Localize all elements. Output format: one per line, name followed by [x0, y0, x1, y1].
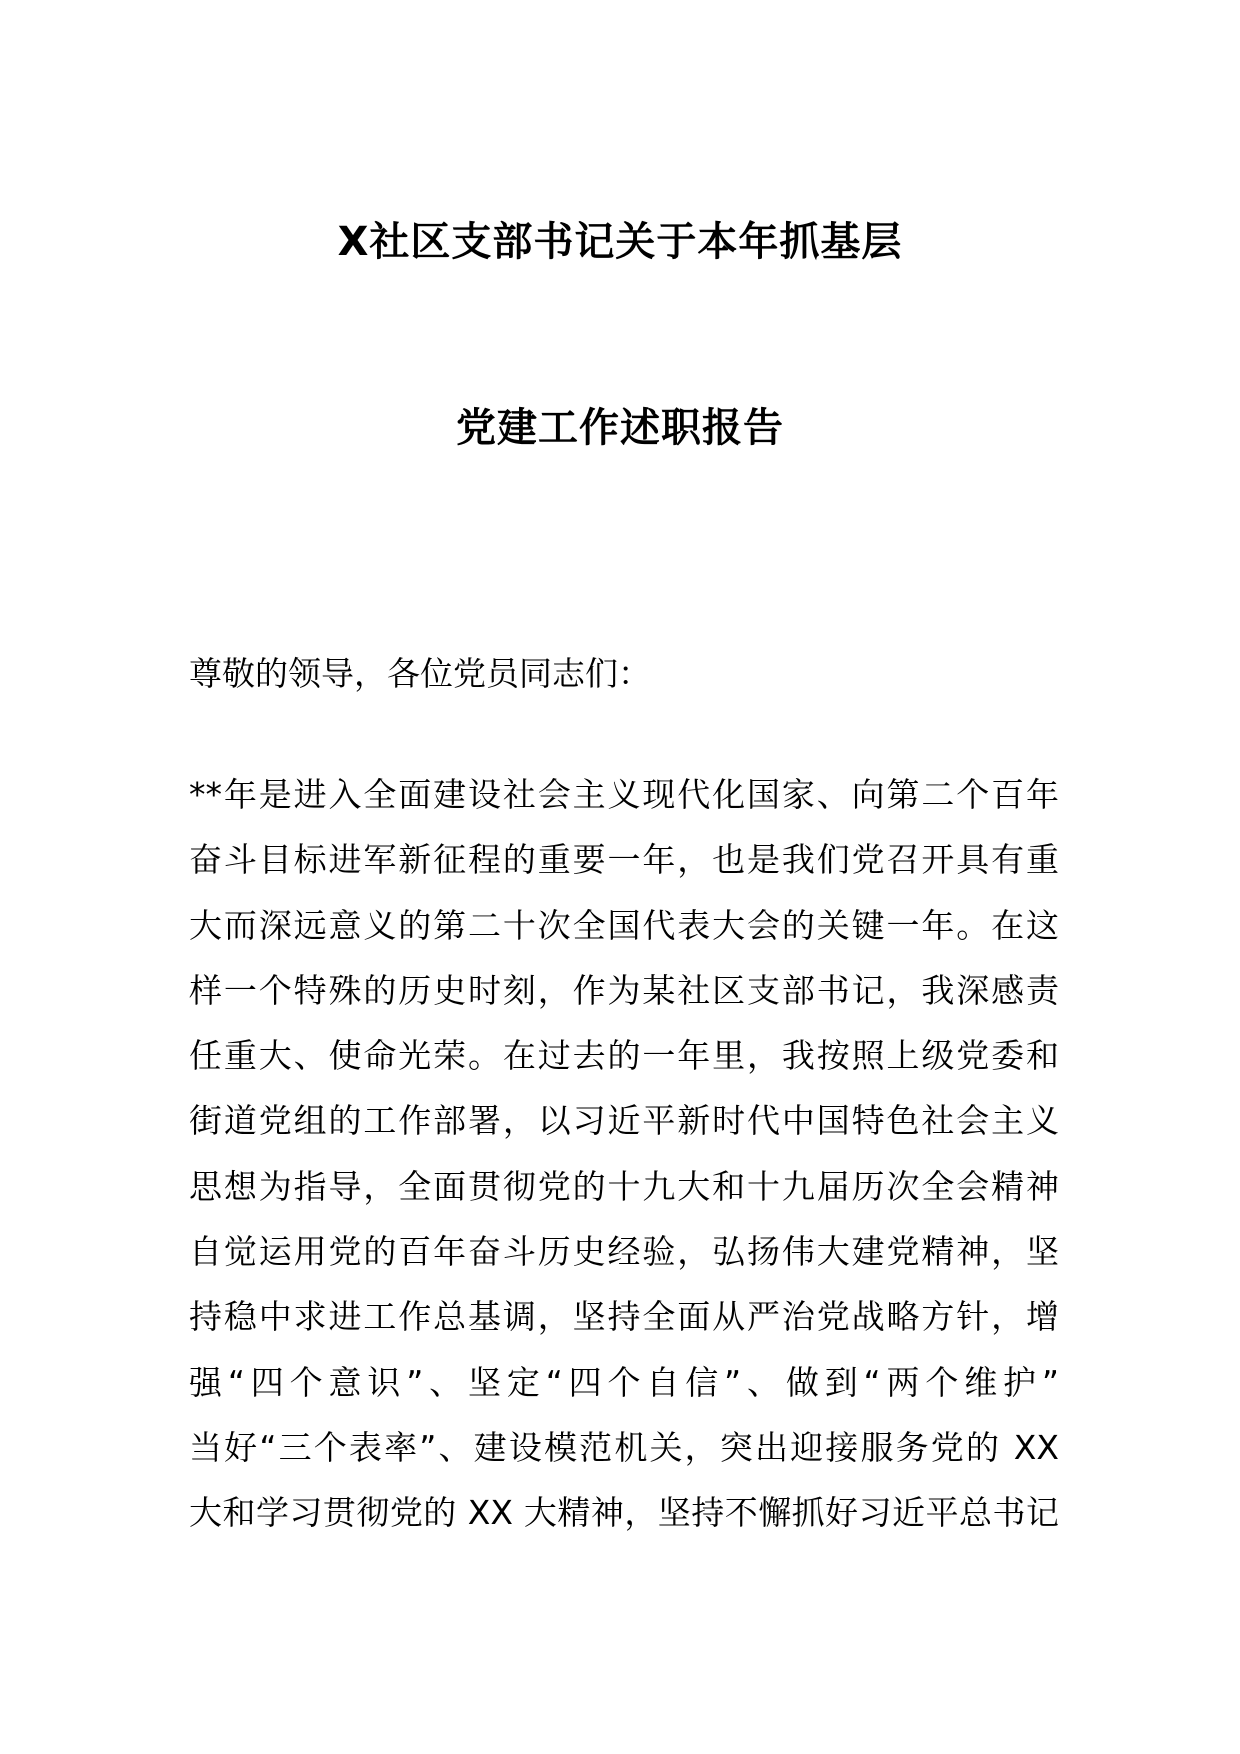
body-line: 思想为指导，全面贯彻党的十九大和十九届历次全会精神	[189, 1166, 1059, 1206]
body-line: 大而深远意义的第二十次全国代表大会的关键一年。在这	[189, 905, 1059, 945]
body-paragraph	[189, 772, 1059, 1556]
body-line: 大和学习贯彻党的 XX 大精神，坚持不懈抓好习近平总书记	[189, 1493, 1059, 1533]
body-line: 强“四个意识”、坚定“四个自信”、做到“两个维护”	[189, 1362, 1059, 1402]
document-title-line-1: X社区支部书记关于本年抓基层	[337, 219, 903, 265]
body-line: 持稳中求进工作总基调，坚持全面从严治党战略方针，增	[189, 1297, 1059, 1337]
body-line: 自觉运用党的百年奋斗历史经验，弘扬伟大建党精神，坚	[189, 1232, 1059, 1272]
body-line: 任重大、使命光荣。在过去的一年里，我按照上级党委和	[189, 1036, 1059, 1076]
body-line: **年是进入全面建设社会主义现代化国家、向第二个百年	[189, 775, 1059, 814]
salutation: 尊敬的领导，各位党员同志们：	[189, 654, 651, 693]
body-line: 奋斗目标进军新征程的重要一年，也是我们党召开具有重	[189, 840, 1059, 880]
body-line: 当好“三个表率”、建设模范机关，突出迎接服务党的 XX	[189, 1427, 1059, 1467]
body-line: 样一个特殊的历史时刻，作为某社区支部书记，我深感责	[189, 970, 1059, 1010]
document-title-line-2: 党建工作述职报告	[456, 405, 784, 451]
body-line: 街道党组的工作部署，以习近平新时代中国特色社会主义	[189, 1101, 1059, 1141]
